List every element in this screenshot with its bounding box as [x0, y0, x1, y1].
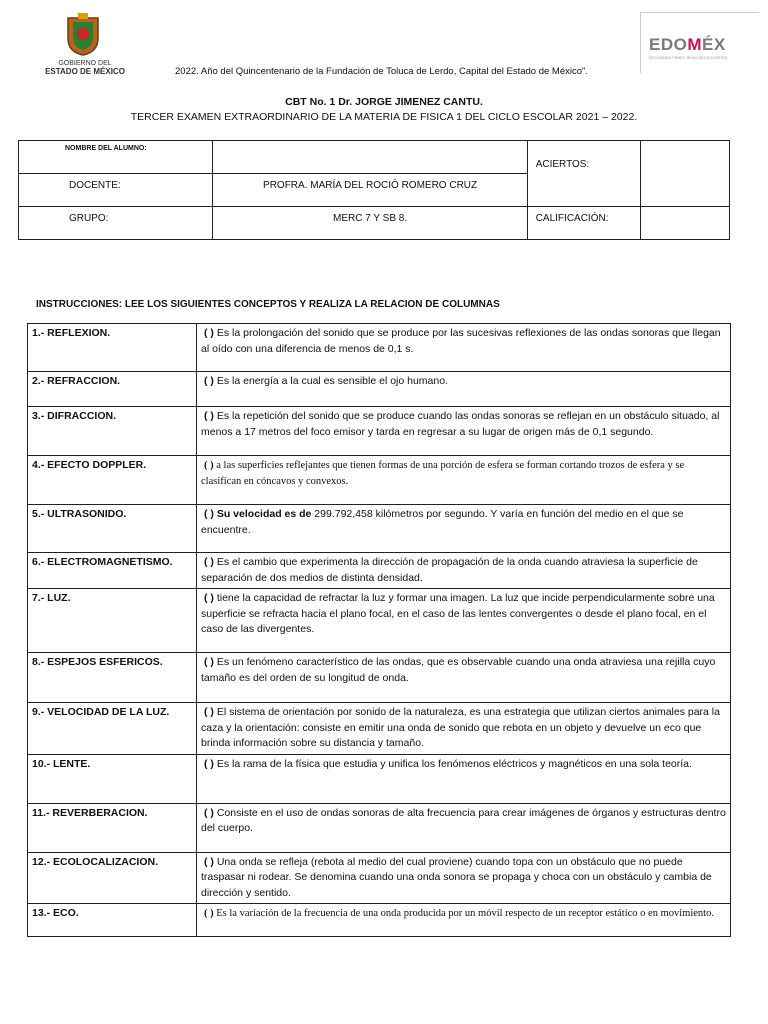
table-row — [28, 505, 731, 553]
answer-blank[interactable]: ( ) — [204, 327, 214, 339]
edomex-part-b: ÉX — [702, 35, 726, 54]
term-cell: 2.- REFRACCION. — [28, 372, 197, 407]
definition-cell — [197, 703, 731, 755]
answer-blank[interactable]: ( ) — [204, 410, 214, 422]
term-cell: 13.- ECO. — [28, 904, 197, 937]
table-row — [28, 372, 731, 407]
edomex-part-a: EDO — [649, 35, 688, 54]
student-name-field[interactable] — [213, 141, 527, 174]
answer-blank[interactable]: ( ) — [204, 508, 214, 520]
gov-line-1: GOBIERNO DEL — [58, 60, 112, 67]
answer-blank[interactable]: ( ) — [204, 908, 214, 919]
answer-blank[interactable]: ( ) — [204, 556, 214, 568]
edomex-part-m: M — [687, 35, 703, 54]
definition-cell — [197, 653, 731, 703]
definition-text: a las superficies reflejantes que tienen formas de una porción de esfera se forman cortando trozos de esfera y se clasifican en cóncavos y convexos. — [201, 460, 685, 487]
definition-text: 299.792,458 kilómetros por segundo. Y varía en función del medio en el que se encuentre. — [201, 508, 684, 536]
term-cell: 10.- LENTE. — [28, 754, 197, 803]
answer-blank[interactable]: ( ) — [204, 855, 214, 868]
student-info-table — [18, 140, 730, 240]
table-row — [28, 456, 731, 505]
term-cell: 12.- ECOLOCALIZACION. — [28, 852, 197, 904]
grade-label: CALIFICACIÓN: — [527, 207, 640, 240]
hits-field[interactable] — [641, 141, 730, 207]
gov-line-2: ESTADO DE MÉXICO — [45, 67, 125, 76]
table-row — [28, 703, 731, 755]
instructions: INSTRUCCIONES: LEE LOS SIGUIENTES CONCEPTOS Y REALIZA LA RELACION DE COLUMNAS — [36, 299, 500, 310]
term-cell: 8.- ESPEJOS ESFERICOS. — [28, 653, 197, 703]
coat-of-arms-icon — [64, 12, 102, 56]
edomex-logo — [640, 12, 759, 73]
definition-text: tiene la capacidad de refractar la luz y formar una imagen. La luz que incide perpendicularmente sobre una superficie se refracta hacia el plano focal, en el caso de las lentes convergentes o desde el plano focal, en el caso de las divergentes. — [201, 592, 715, 635]
table-row — [28, 553, 731, 589]
table-row — [28, 852, 731, 904]
grade-field[interactable] — [641, 207, 730, 240]
definition-text: Consiste en el uso de ondas sonoras de alta frecuencia para crear imágenes de órganos y estructuras dentro del cuerpo. — [201, 806, 726, 834]
definition-bold: Su velocidad es de — [216, 508, 312, 520]
state-government-logo — [30, 12, 150, 82]
definition-text: Es un fenómeno característico de las ondas, que es observable cuando una onda atraviesa una rejilla cuyo tamaño es del orden de su longitud de onda. — [201, 656, 716, 684]
term-cell: 11.- REVERBERACION. — [28, 803, 197, 852]
definition-cell — [197, 324, 731, 372]
definition-text: Una onda se refleja (rebota al medio del cual proviene) cuando topa con un obstáculo que no puede traspasar ni rodear. Se denomina cuando una onda sonora se propaga y choca con un obstáculo y cambia de dirección y sentido. — [201, 855, 712, 899]
match-columns-table — [27, 323, 731, 937]
definition-text: Es la prolongación del sonido que se produce por las sucesivas reflexiones de las ondas sonoras que llegan al oído con una diferencia de menos de 0,1 s. — [201, 327, 721, 355]
table-row — [28, 754, 731, 803]
definition-cell — [197, 553, 731, 589]
definition-text: Es la repetición del sonido que se produce cuando las ondas sonoras se reflejan en un obstáculo situado, al menos a 17 metros del foco emisor y tarda en regresar a su lugar de origen más de 0,1 segundo. — [201, 410, 720, 438]
table-row — [28, 407, 731, 456]
definition-cell — [197, 372, 731, 407]
answer-blank[interactable]: ( ) — [204, 706, 214, 718]
teacher-value: PROFRA. MARÍA DEL ROCIÓ ROMERO CRUZ — [213, 174, 527, 207]
term-cell: 6.- ELECTROMAGNETISMO. — [28, 553, 197, 589]
answer-blank[interactable]: ( ) — [204, 757, 214, 770]
table-row — [28, 324, 731, 372]
definition-text: Es el cambio que experimenta la dirección de propagación de la onda cuando atraviesa la superficie de separación de dos medios de distinta densidad. — [201, 556, 698, 584]
definition-cell — [197, 904, 731, 937]
edomex-wordmark — [649, 35, 726, 55]
exam-title: TERCER EXAMEN EXTRAORDINARIO DE LA MATERIA DE FISICA 1 DEL CICLO ESCOLAR 2021 – 2022. — [130, 111, 638, 123]
teacher-label: DOCENTE: — [19, 174, 213, 207]
group-value: MERC 7 Y SB 8. — [213, 207, 527, 240]
definition-cell — [197, 852, 731, 904]
school-name: CBT No. 1 Dr. JORGE JIMENEZ CANTU. — [285, 96, 483, 108]
definition-text: El sistema de orientación por sonido de la naturaleza, es una estrategia que utilizan ciertos animales para la caza y la orientación: consiste en emitir una onda de sonido que rebota en un objeto y devuelve un eco que brinda información sobre su distancia y tamaño. — [201, 706, 720, 749]
definition-cell — [197, 456, 731, 505]
term-cell: 4.- EFECTO DOPPLER. — [28, 456, 197, 505]
answer-blank[interactable]: ( ) — [204, 375, 214, 387]
answer-blank[interactable]: ( ) — [204, 656, 214, 668]
term-cell: 9.- VELOCIDAD DE LA LUZ. — [28, 703, 197, 755]
group-label: GRUPO: — [19, 207, 213, 240]
term-cell: 1.- REFLEXION. — [28, 324, 197, 372]
definition-cell — [197, 589, 731, 653]
definition-cell — [197, 505, 731, 553]
term-cell: 3.- DIFRACCION. — [28, 407, 197, 456]
hits-label: ACIERTOS: — [527, 141, 640, 207]
definition-text: Es la rama de la física que estudia y unifica los fenómenos eléctricos y magnéticos en una sola teoría. — [216, 757, 692, 770]
government-name — [30, 60, 140, 77]
answer-blank[interactable]: ( ) — [204, 806, 214, 819]
definition-text: Es la variación de la frecuencia de una onda producida por un móvil respecto de un receptor estático o en movimiento. — [216, 908, 714, 919]
table-row — [28, 904, 731, 937]
student-name-label: NOMBRE DEL ALUMNO: — [19, 141, 213, 174]
definition-text: Es la energía a la cual es sensible el ojo humano. — [216, 375, 448, 387]
definition-cell — [197, 803, 731, 852]
table-row — [28, 653, 731, 703]
term-cell: 5.- ULTRASONIDO. — [28, 505, 197, 553]
year-motto: 2022. Año del Quincentenario de la Fundación de Toluca de Lerdo, Capital del Estado de México". — [175, 66, 589, 77]
answer-blank[interactable]: ( ) — [204, 592, 214, 604]
table-row — [28, 803, 731, 852]
answer-blank[interactable]: ( ) — [204, 460, 214, 471]
term-cell: 7.- LUZ. — [28, 589, 197, 653]
definition-cell — [197, 754, 731, 803]
table-row — [28, 589, 731, 653]
definition-cell — [197, 407, 731, 456]
edomex-slogan: DECISIONES FIRMES, RESULTADOS FUERTES. — [649, 56, 729, 60]
